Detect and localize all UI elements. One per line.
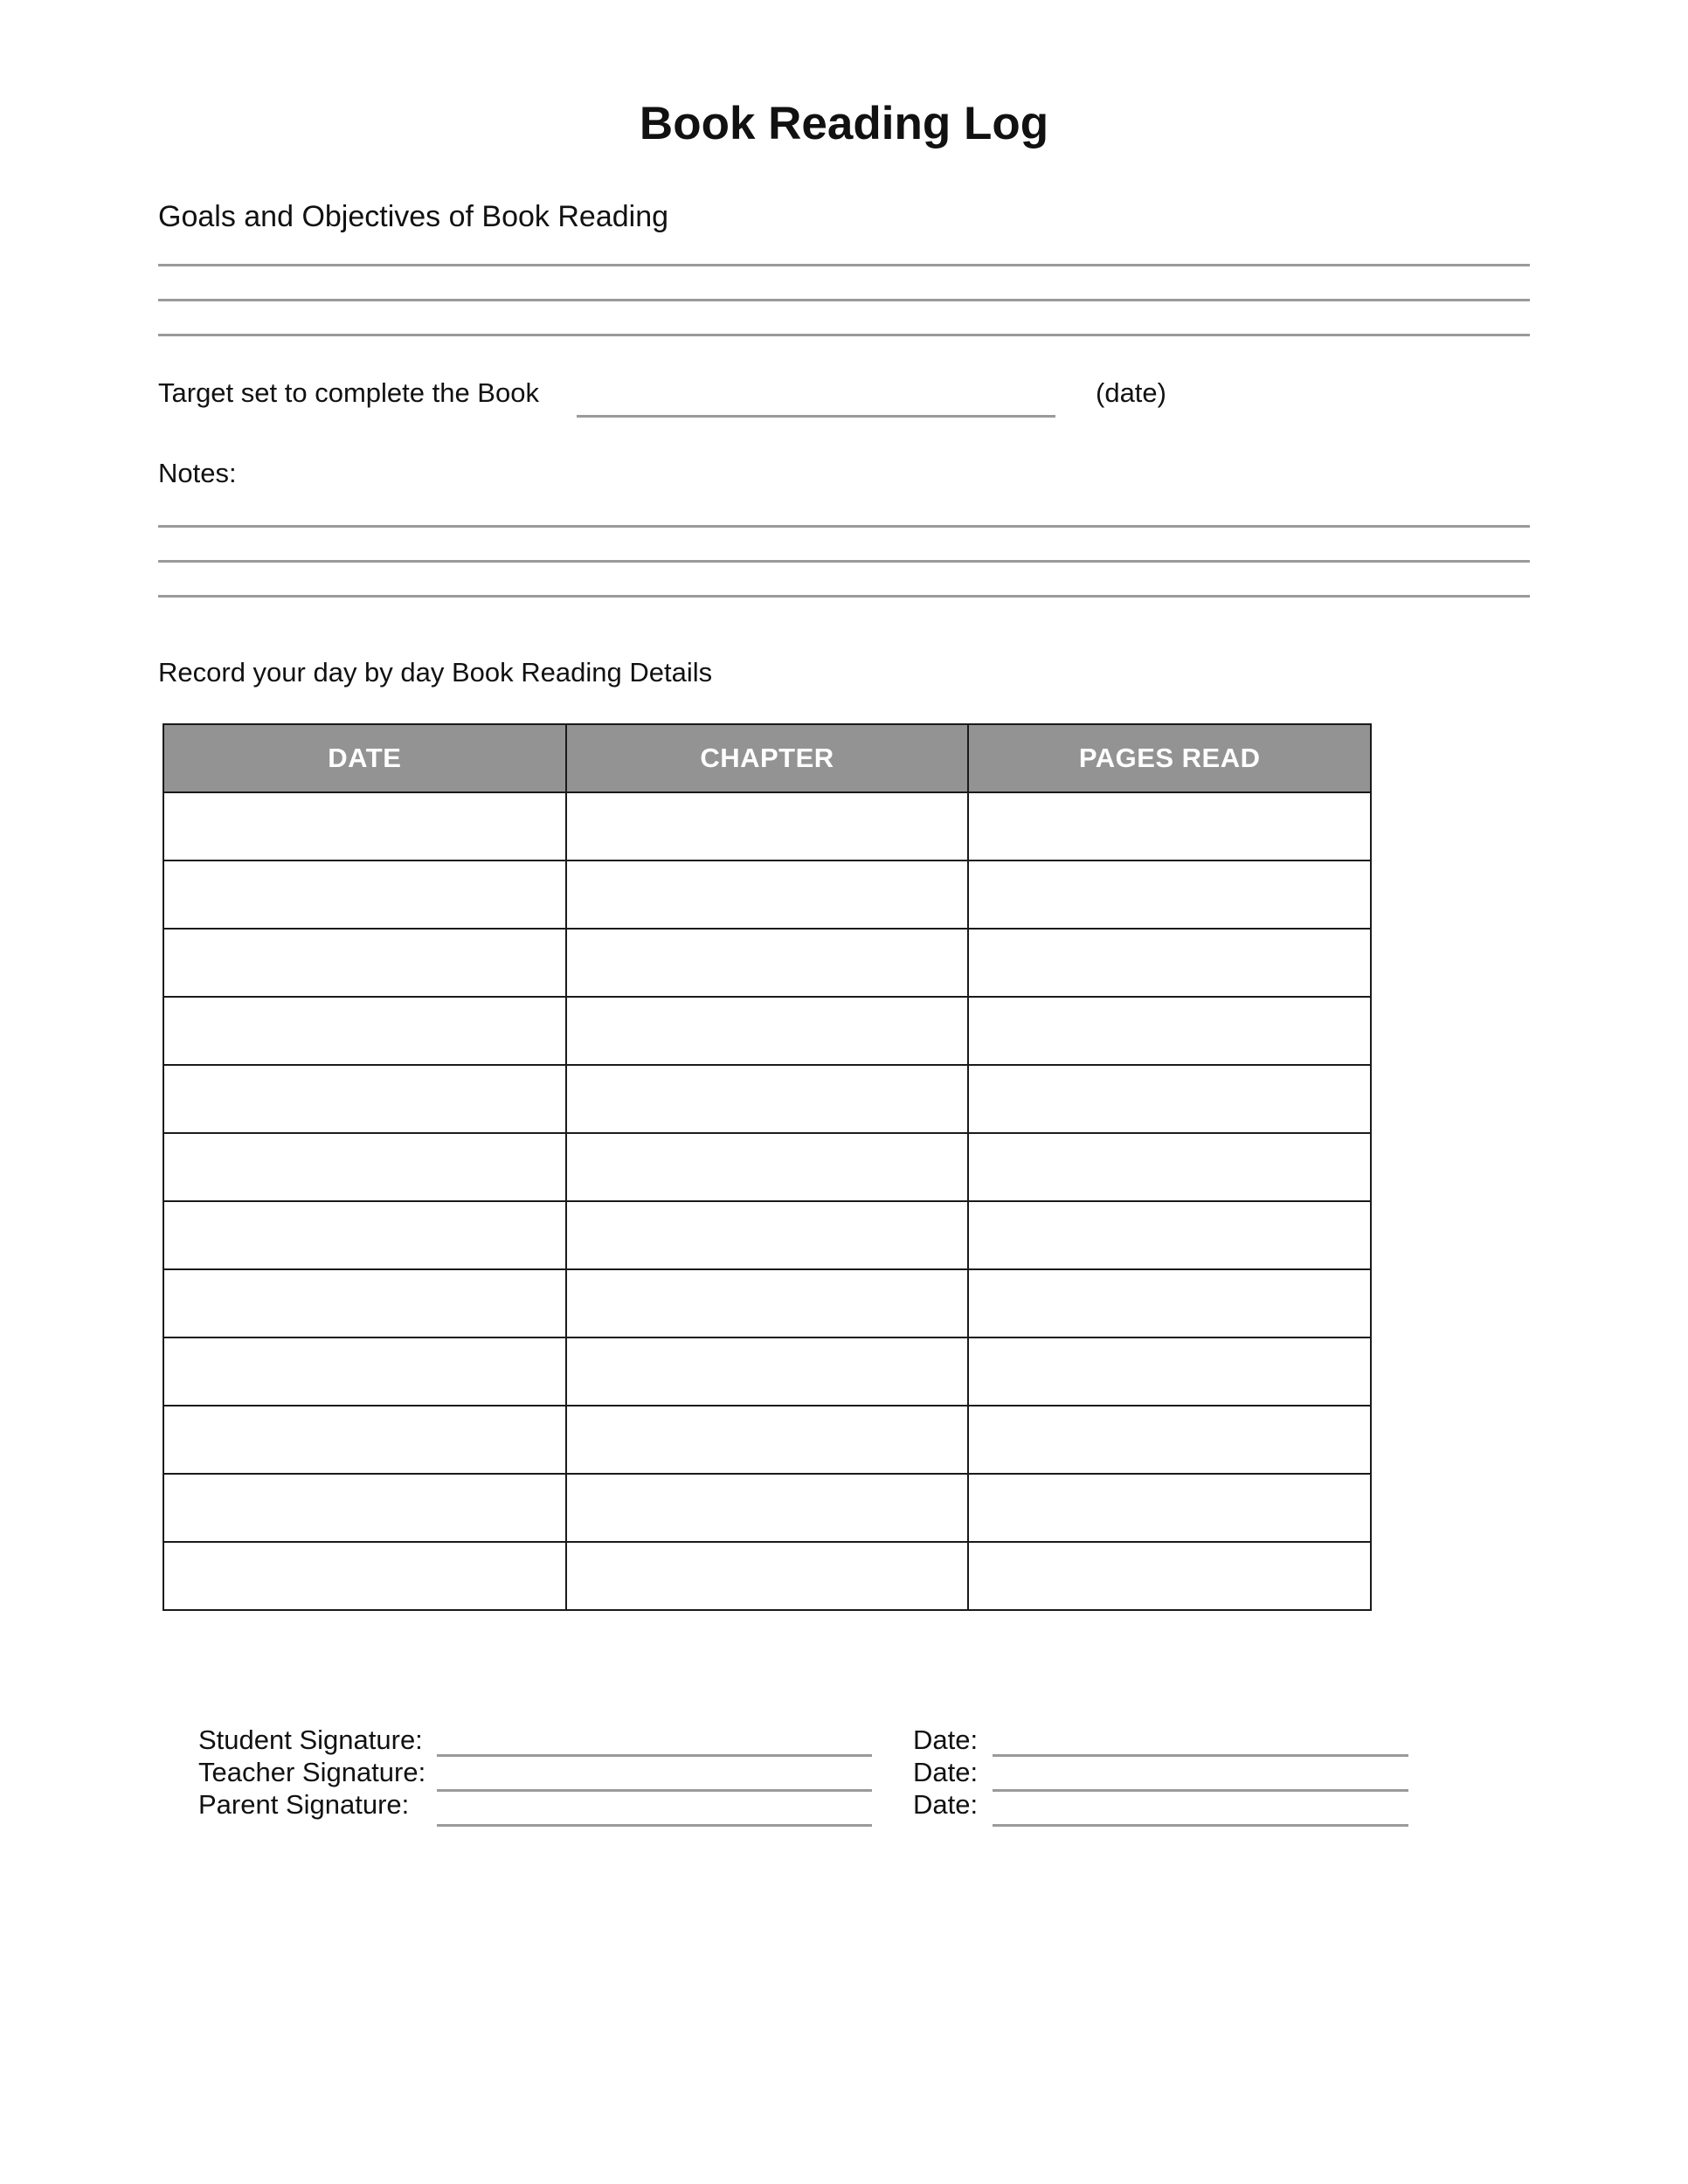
- date-cell[interactable]: [163, 929, 566, 997]
- pages-read-cell[interactable]: [968, 1269, 1371, 1337]
- chapter-cell[interactable]: [566, 1065, 969, 1133]
- parent-date-label: Date:: [913, 1789, 979, 1820]
- chapter-cell[interactable]: [566, 1269, 969, 1337]
- date-cell[interactable]: [163, 1065, 566, 1133]
- pages-read-cell[interactable]: [968, 1201, 1371, 1269]
- chapter-cell[interactable]: [566, 929, 969, 997]
- page-title: Book Reading Log: [639, 98, 1049, 149]
- column-header-date: DATE: [163, 724, 566, 792]
- pages-read-cell[interactable]: [968, 1065, 1371, 1133]
- chapter-cell[interactable]: [566, 1406, 969, 1474]
- column-header-pages-read: PAGES READ: [968, 724, 1371, 792]
- student-signature-label: Student Signature:: [198, 1724, 423, 1755]
- date-cell[interactable]: [163, 1269, 566, 1337]
- chapter-cell[interactable]: [566, 1474, 969, 1542]
- chapter-cell[interactable]: [566, 792, 969, 860]
- goals-line[interactable]: [158, 264, 1530, 266]
- notes-label: Notes:: [158, 458, 237, 488]
- date-cell[interactable]: [163, 1406, 566, 1474]
- table-row: [163, 792, 1371, 860]
- table-body: [163, 792, 1371, 1610]
- pages-read-cell[interactable]: [968, 1474, 1371, 1542]
- date-cell[interactable]: [163, 1474, 566, 1542]
- date-cell[interactable]: [163, 1201, 566, 1269]
- teacher-date-line[interactable]: [993, 1789, 1408, 1792]
- table-row: [163, 997, 1371, 1065]
- date-cell[interactable]: [163, 1337, 566, 1406]
- chapter-cell[interactable]: [566, 1201, 969, 1269]
- date-cell[interactable]: [163, 1133, 566, 1201]
- pages-read-cell[interactable]: [968, 792, 1371, 860]
- table-header-row: [163, 724, 1371, 792]
- target-date-line[interactable]: [577, 415, 1055, 418]
- notes-line[interactable]: [158, 525, 1530, 528]
- table-row: [163, 1337, 1371, 1406]
- pages-read-cell[interactable]: [968, 929, 1371, 997]
- target-label: Target set to complete the Book: [158, 377, 539, 408]
- parent-signature-label: Parent Signature:: [198, 1789, 410, 1820]
- chapter-cell[interactable]: [566, 1133, 969, 1201]
- notes-line[interactable]: [158, 560, 1530, 563]
- table-row: [163, 1542, 1371, 1610]
- pages-read-cell[interactable]: [968, 1337, 1371, 1406]
- table-row: [163, 860, 1371, 929]
- goals-line[interactable]: [158, 334, 1530, 336]
- teacher-signature-label: Teacher Signature:: [198, 1757, 426, 1787]
- column-header-chapter: CHAPTER: [566, 724, 969, 792]
- teacher-date-label: Date:: [913, 1757, 979, 1787]
- chapter-cell[interactable]: [566, 1337, 969, 1406]
- parent-date-line[interactable]: [993, 1824, 1408, 1827]
- teacher-signature-line[interactable]: [437, 1789, 872, 1792]
- date-cell[interactable]: [163, 997, 566, 1065]
- record-label: Record your day by day Book Reading Details: [158, 657, 713, 688]
- reading-log-table: [163, 723, 1372, 1611]
- pages-read-cell[interactable]: [968, 1406, 1371, 1474]
- table-row: [163, 1474, 1371, 1542]
- chapter-cell[interactable]: [566, 997, 969, 1065]
- pages-read-cell[interactable]: [968, 860, 1371, 929]
- table-row: [163, 1406, 1371, 1474]
- table-row: [163, 1269, 1371, 1337]
- goals-label: Goals and Objectives of Book Reading: [158, 200, 669, 233]
- pages-read-cell[interactable]: [968, 1542, 1371, 1610]
- date-cell[interactable]: [163, 792, 566, 860]
- pages-read-cell[interactable]: [968, 1133, 1371, 1201]
- table-row: [163, 929, 1371, 997]
- notes-line[interactable]: [158, 595, 1530, 598]
- table-row: [163, 1133, 1371, 1201]
- chapter-cell[interactable]: [566, 1542, 969, 1610]
- pages-read-cell[interactable]: [968, 997, 1371, 1065]
- table-row: [163, 1201, 1371, 1269]
- goals-line[interactable]: [158, 299, 1530, 301]
- date-cell[interactable]: [163, 1542, 566, 1610]
- table-row: [163, 1065, 1371, 1133]
- student-signature-line[interactable]: [437, 1754, 872, 1757]
- chapter-cell[interactable]: [566, 860, 969, 929]
- student-date-label: Date:: [913, 1724, 979, 1755]
- target-date-suffix: (date): [1096, 377, 1166, 408]
- student-date-line[interactable]: [993, 1754, 1408, 1757]
- parent-signature-line[interactable]: [437, 1824, 872, 1827]
- date-cell[interactable]: [163, 860, 566, 929]
